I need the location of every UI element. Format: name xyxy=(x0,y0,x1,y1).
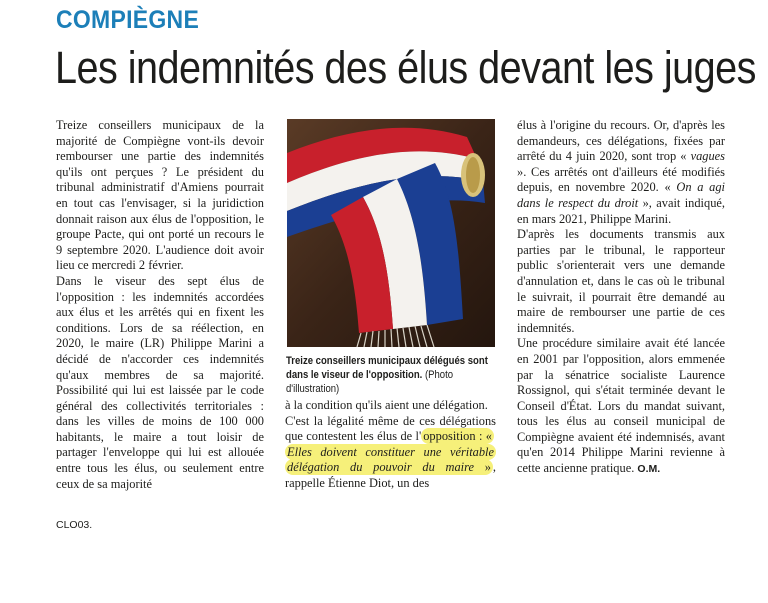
article-column-3 xyxy=(517,118,725,478)
quote-italic: vagues xyxy=(690,149,725,164)
paragraph: à la condition qu'ils aient une délégation. xyxy=(285,398,488,412)
article-headline: Les indemnités des élus devant les juges xyxy=(55,42,756,93)
sash-illustration xyxy=(287,119,495,347)
text-span: ». Ces arrêtés ont d'ailleurs été modifiés depuis, en novembre 2020. « xyxy=(517,164,725,195)
text-span: », avait indiqué, en mars 2021, Philippe Marini. xyxy=(517,195,725,226)
caption-text: Treize conseillers municipaux délégués sont dans le viseur de l'opposition. xyxy=(286,355,488,381)
text-span: C'est la légalité même de ces délégations que contestent les élus de l' xyxy=(285,413,496,444)
paragraph xyxy=(285,414,496,492)
page-code: CLO03. xyxy=(56,519,93,531)
photo-credit: (Photo d'illustration) xyxy=(286,369,454,395)
paragraph: D'après les documents transmis aux parties par le tribunal, le rapporteur public s'orienterait vers une demande d'annulation et, dans le cas où le tribunal le suivrait, il pourrait être demandé au maire de rembourser une partie de ces indemnités. xyxy=(517,227,725,335)
tricolor-sash-photo xyxy=(287,119,495,347)
author-initials: O.M. xyxy=(637,463,661,476)
paragraph xyxy=(517,118,725,227)
section-kicker: COMPIÈGNE xyxy=(56,6,200,34)
text-span: , rappelle Étienne Diot, un des xyxy=(285,460,496,490)
quote-italic: On a agi dans le respect du droit xyxy=(517,180,725,210)
text-span: élus à l'origine du recours. Or, d'après les demandeurs, ces délégations, fixées par arrêté du 4 juin 2020, sont trop « xyxy=(517,118,725,164)
text-span: opposition : « xyxy=(423,429,492,444)
text-span: Une procédure similaire avait été lancée en 2001 par l'opposition, alors emmenée par la sénatrice socialiste Laurence Rossignol, qui s'était terminée devant le Conseil d'État. Lors du mandat suivant, tous les élus au conseil municipal de Compiègne avaient été indemnisés, avant qu'en 2014 Philippe Marini revienne à cette ancienne pratique. xyxy=(517,336,725,476)
paragraph: Treize conseillers municipaux de la majorité de Compiègne vont-ils devoir rembourser une partie des indemnités qu'ils ont perçues ? Le président du tribunal administratif d'Amiens pourrait en tout cas l'envisager, si la juridiction donnait raison aux élus de l'opposition, le groupe Pacte, qui ont porté un recours le 9 septembre 2020. L'audience doit avoir lieu ce mercredi 2 février. xyxy=(56,118,264,273)
photo-caption xyxy=(286,354,498,396)
paragraph: Dans le viseur des sept élus de l'opposition : les indemnités accordées aux élus et les arrêtés qui en fixent les conditions. Lors de sa réélection, en 2020, le maire (LR) Philippe Marini a décidé de n'accorder ces indemnités qu'aux membres de sa majorité. Possibilité qui lui est laissée par le code général des collectivités territoriales : dans les villes de moins de 100 000 habitants, le maire a tout loisir de partager l'enveloppe qui lui est allouée entre tous les élus, ou seulement entre ceux de sa majorité xyxy=(56,273,264,491)
article-column-1 xyxy=(56,118,264,492)
text-span: » xyxy=(473,460,491,475)
article-column-2 xyxy=(285,398,496,492)
quote-italic: Elles doivent constituer une véritable délégation du pouvoir du maire xyxy=(287,444,494,475)
paragraph xyxy=(517,336,725,477)
